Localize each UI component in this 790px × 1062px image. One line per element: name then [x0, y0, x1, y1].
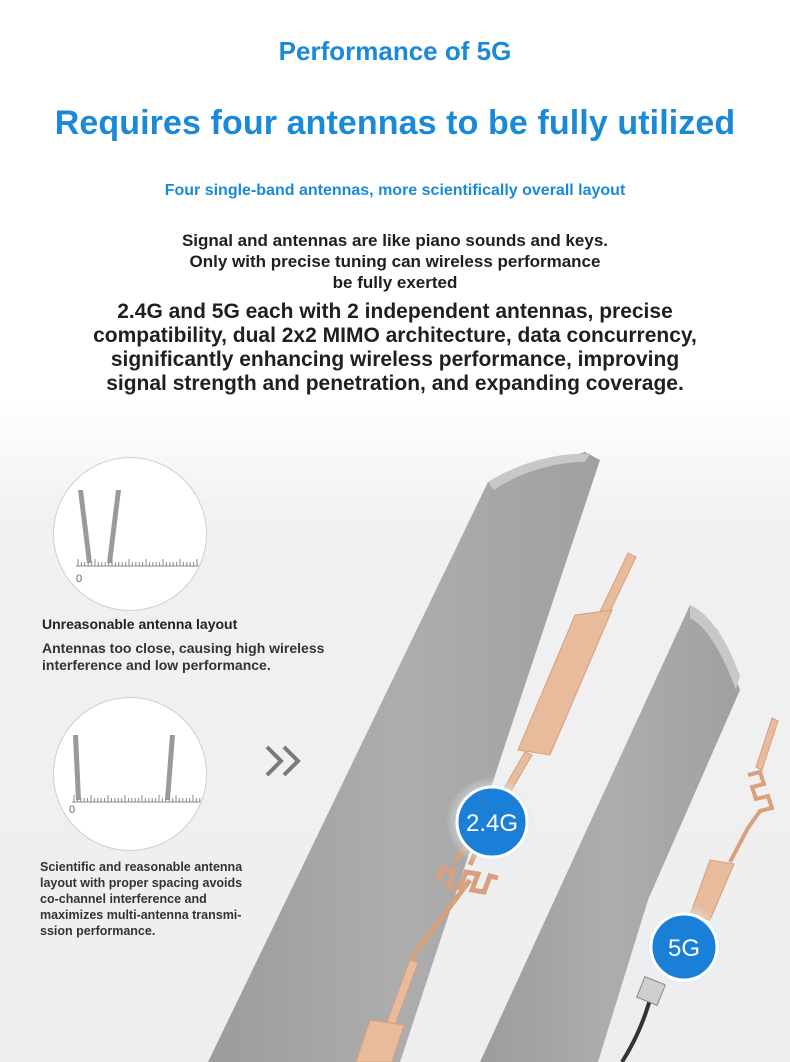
scale-zero-label: 0 — [69, 804, 76, 816]
scale-zero-label: 0 — [76, 573, 83, 585]
badge-5g-label: 5G — [667, 935, 701, 962]
bad-layout-title: Unreasonable antenna layout — [42, 616, 238, 632]
intro-line: be fully exerted — [332, 273, 458, 292]
intro-line: Signal and antennas are like piano sounds and keys. — [181, 231, 609, 250]
mimo-line: significantly enhancing wireless performance, improving — [110, 348, 680, 371]
desc-line: interference and low performance. — [42, 657, 271, 673]
mimo-line: 2.4G and 5G each with 2 independent antennas, precise — [117, 300, 673, 323]
sub-headline: Four single-band antennas, more scientifically overall layout — [164, 182, 626, 199]
copper-meander-5g — [730, 772, 772, 862]
badge-24g-label: 2.4G — [465, 810, 519, 837]
main-headline: Requires four antennas to be fully utilized — [54, 104, 736, 142]
desc-line: ssion performance. — [40, 924, 156, 938]
mimo-line: compatibility, dual 2x2 MIMO architecture, data concurrency, — [93, 324, 697, 347]
antenna-cable — [622, 1000, 650, 1062]
desc-line: maximizes multi-antenna transmi- — [40, 908, 242, 922]
desc-line: Antennas too close, causing high wireless — [42, 640, 325, 656]
intro-line: Only with precise tuning can wireless performance — [189, 252, 601, 271]
desc-line: Scientific and reasonable antenna — [40, 860, 243, 874]
section-title: Performance of 5G — [278, 36, 512, 66]
mimo-line: signal strength and penetration, and expanding coverage. — [106, 372, 684, 395]
desc-line: layout with proper spacing avoids — [40, 876, 243, 890]
desc-line: co-channel interference and — [40, 892, 207, 906]
